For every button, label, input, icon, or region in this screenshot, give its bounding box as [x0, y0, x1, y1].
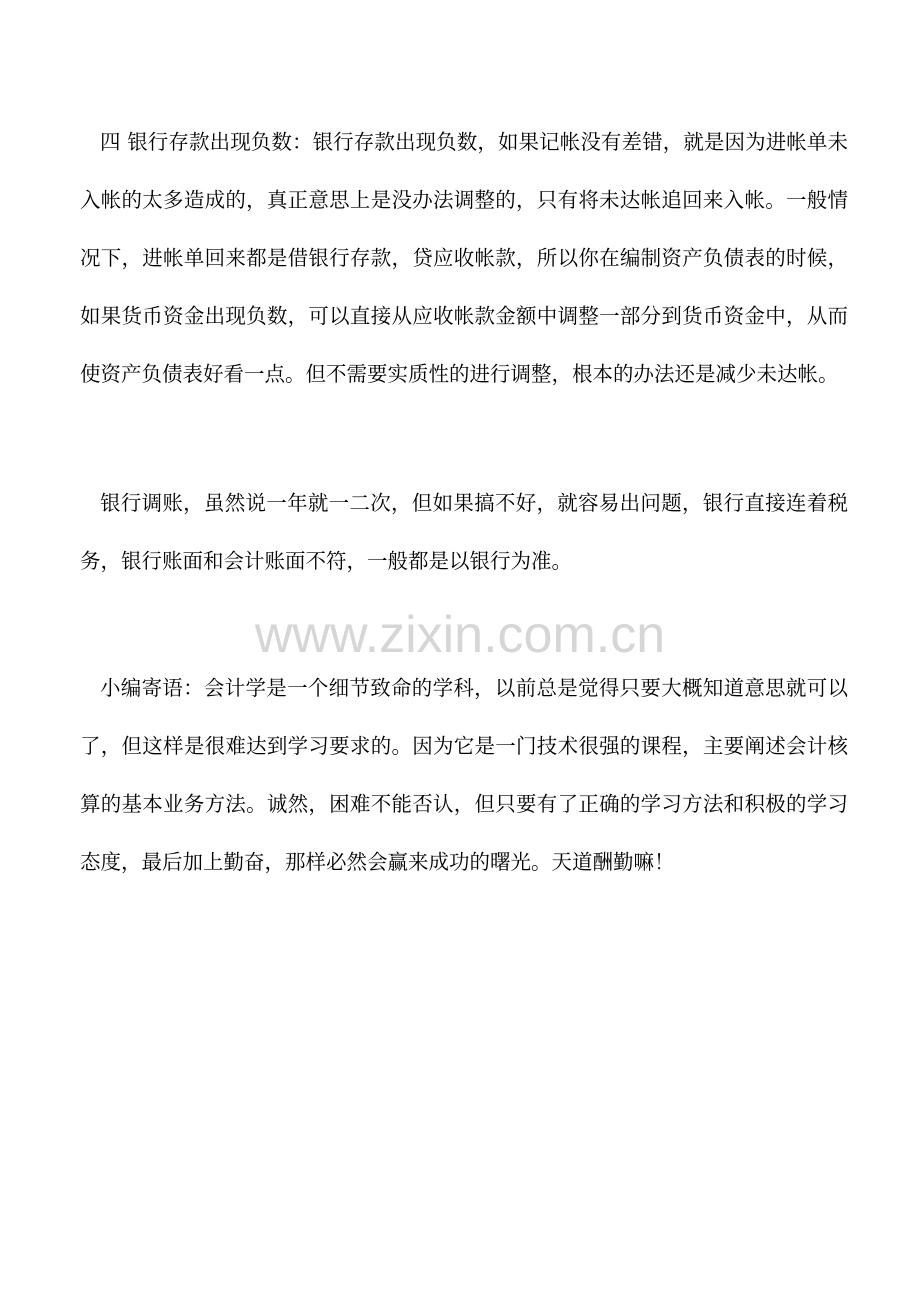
paragraph-bank-reconciliation: 银行调账，虽然说一年就一二次，但如果搞不好，就容易出问题，银行直接连着税务，银行账面和会计账面不符，一般都是以银行为准。	[80, 491, 848, 573]
paragraph-editor-note: 小编寄语：会计学是一个细节致命的学科，以前总是觉得只要大概知道意思就可以了，但这样是很难达到学习要求的。因为它是一门技术很强的课程，主要阐述会计核算的基本业务方法。诚然，困难不能否认，但只要有了正确的学习方法和积极的学习态度，最后加上勤奋，那样必然会赢来成功的曙光。天道酬勤嘛！	[80, 676, 848, 874]
paragraph-bank-negative-balance: 四 银行存款出现负数：银行存款出现负数，如果记帐没有差错，就是因为进帐单未入帐的太多造成的，真正意思上是没办法调整的，只有将未达帐追回来入帐。一般情况下，进帐单回来都是借银行存款，贷应收帐款，所以你在编制资产负债表的时候，如果货币资金出现负数，可以直接从应收帐款金额中调整一部分到货币资金中，从而使资产负债表好看一点。但不需要实质性的进行调整，根本的办法还是减少未达帐。	[80, 130, 848, 386]
watermark-text: www.zixin.com.cn	[254, 606, 666, 664]
